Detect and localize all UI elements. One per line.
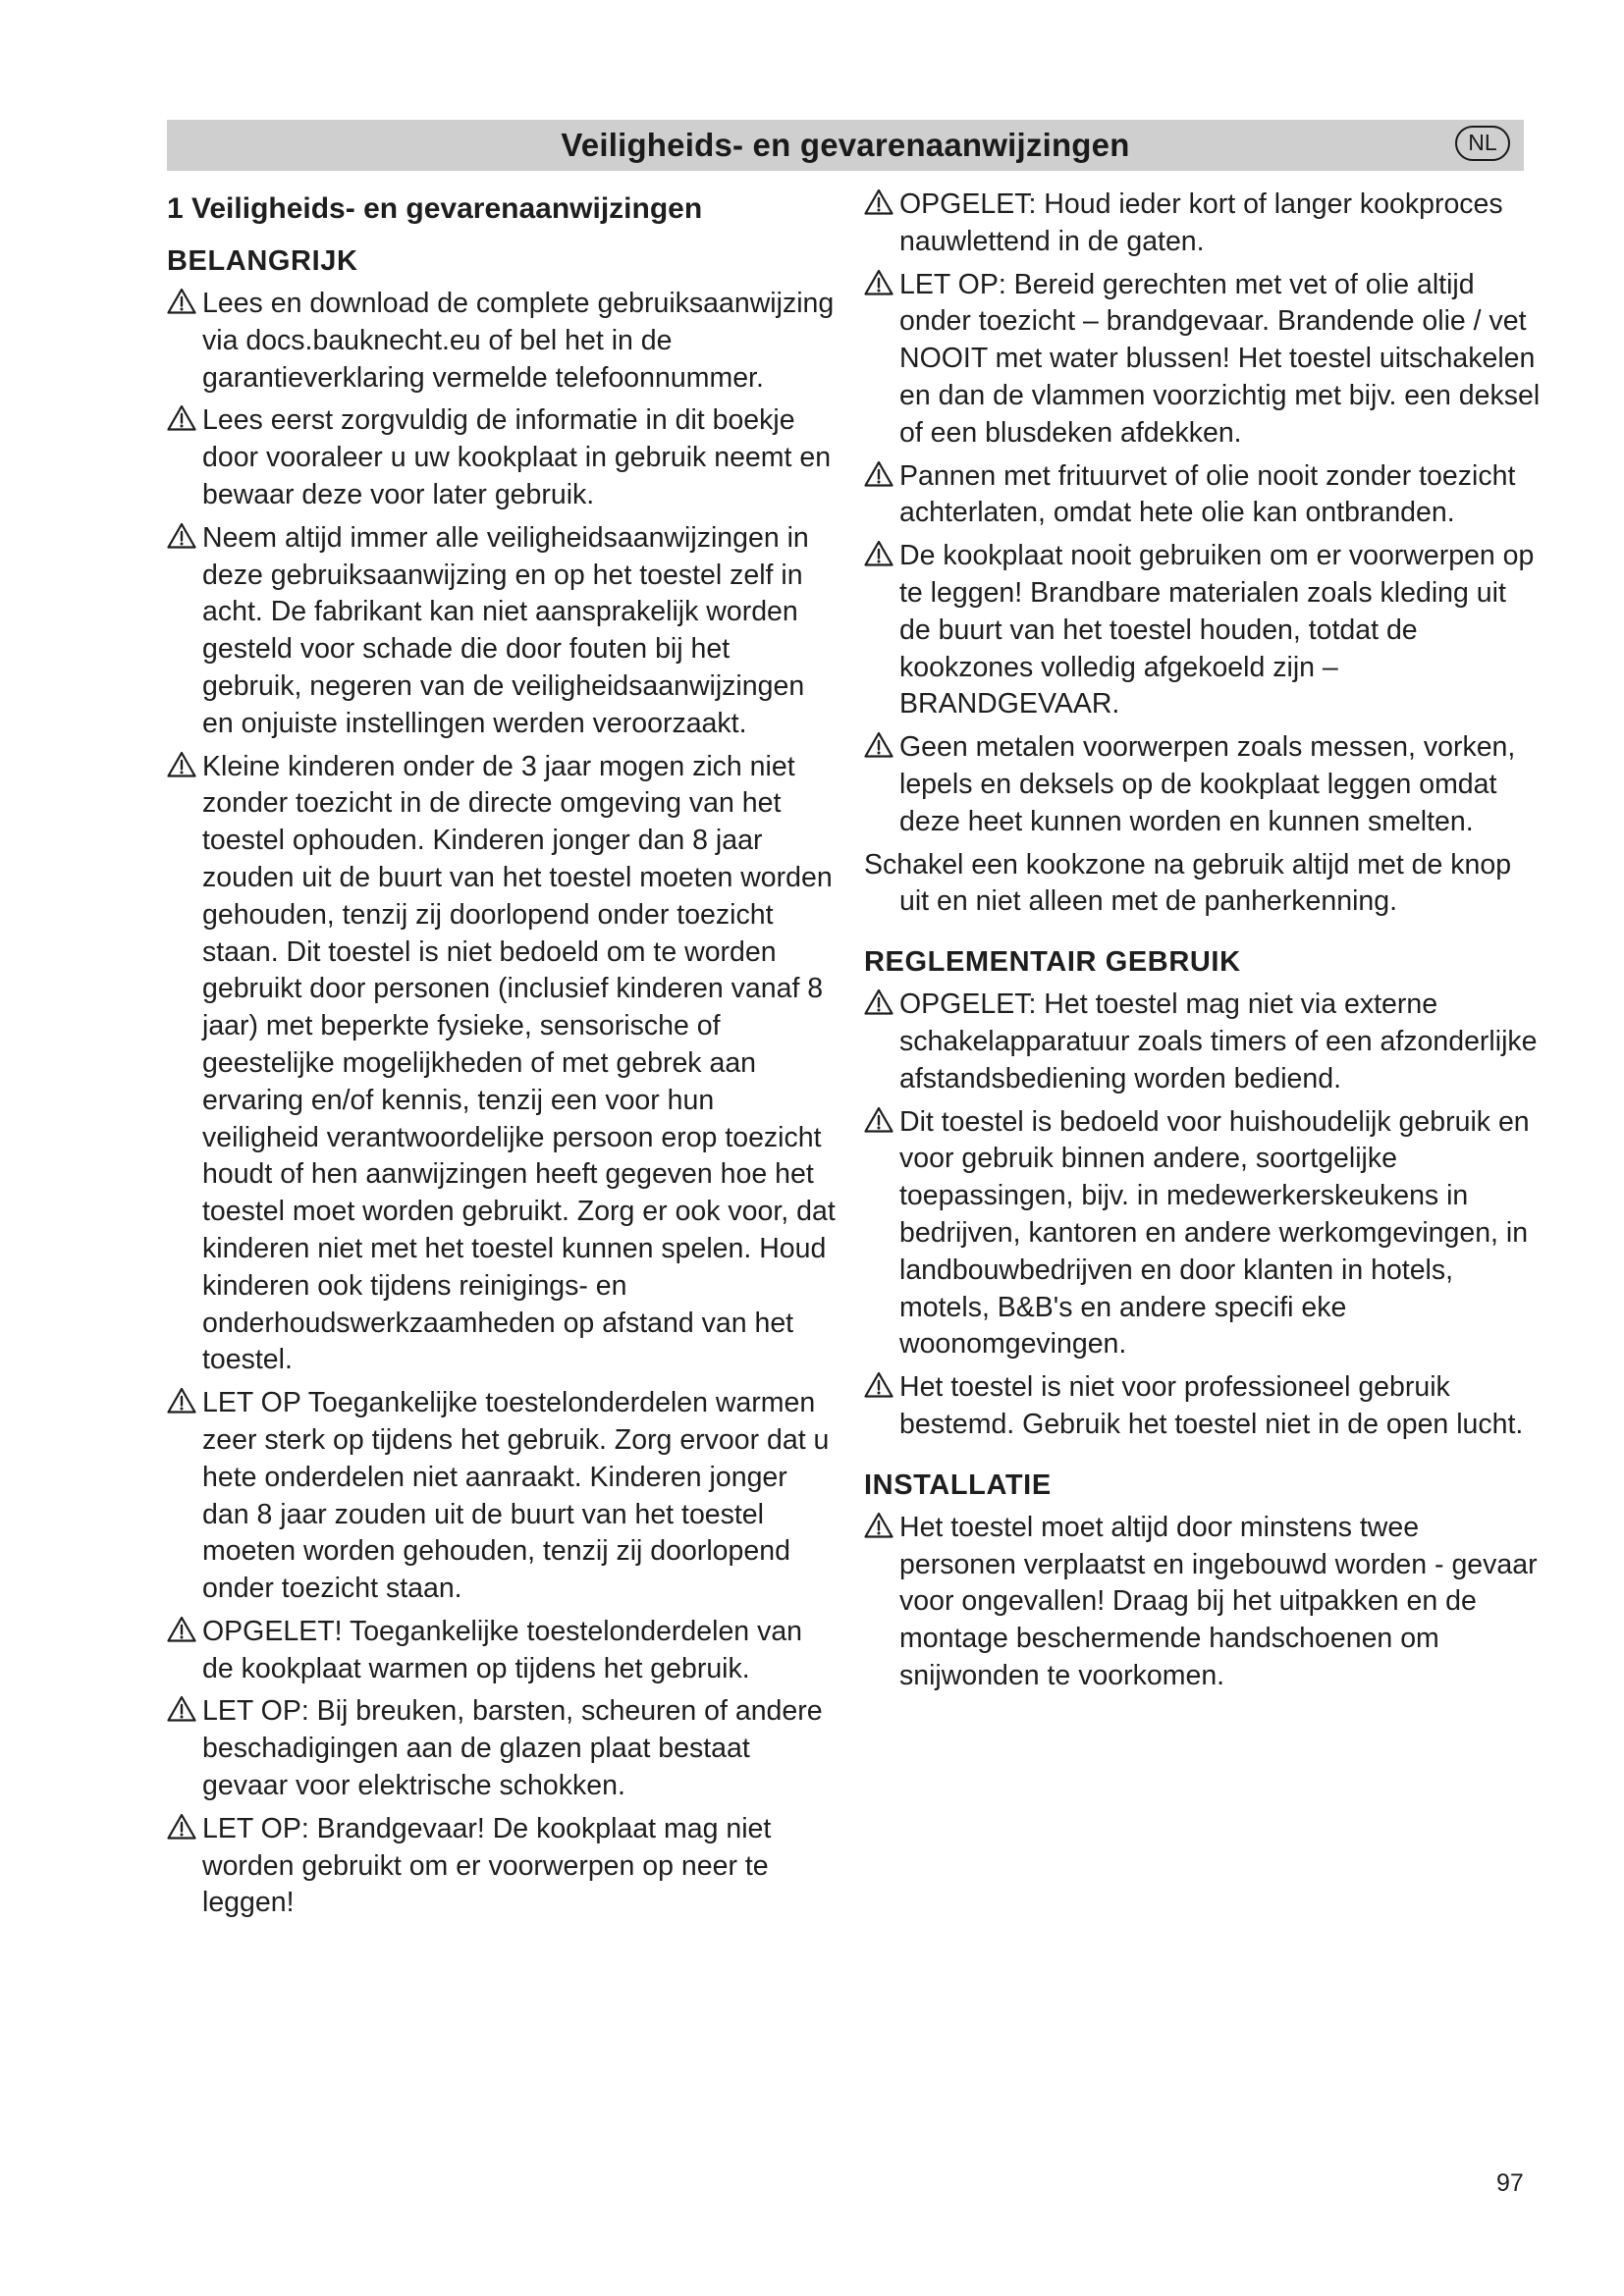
warning-triangle-icon [167,1813,196,1840]
warning-paragraph [864,729,1542,840]
warning-paragraph [864,1104,1542,1364]
warning-triangle-icon [167,404,196,431]
warning-paragraph [167,749,837,1380]
warning-paragraph [864,187,1542,261]
warning-paragraph [864,267,1542,453]
warning-paragraph [167,520,837,743]
right-column [864,187,1542,1701]
page-number: 97 [1496,2169,1524,2197]
warning-text: Lees eerst zorgvuldig de informatie in dit boekje door vooraleer u uw kookplaat in gebruik neemt en bewaar deze voor later gebruik. [202,404,832,510]
warning-triangle-icon [864,188,893,215]
safety-warnings-list [167,286,837,1922]
warning-paragraph [864,458,1542,533]
warning-text: LET OP Toegankelijke toestelonderdelen warmen zeer sterk op tijdens het gebruik. Zorg ervoor dat u hete onderdelen niet aanraakt. Kinderen jonger dan 8 jaar zouden uit de buurt van het toestel moeten worden gehouden, tenzij zij doorlopend onder toezicht staan. [202,1387,830,1605]
warning-paragraph [167,1614,837,1688]
cooking-warnings-list [864,187,1542,841]
heading-belangrijk: BELANGRIJK [167,245,358,277]
page-header-bar [167,120,1524,171]
warning-paragraph [864,1369,1542,1444]
warning-text: OPGELET: Houd ieder kort of langer kookproces nauwlettend in de gaten. [899,188,1503,257]
plain-paragraph: Schakel een kookzone na gebruik altijd met de knop uit en niet alleen met de panherkenning. [864,848,1512,918]
installation-warnings-list [864,1510,1542,1695]
warning-text: OPGELET: Het toestel mag niet via externe schakelapparatuur zoals timers of een afzonderlijke afstandsbediening worden bediend. [899,988,1538,1095]
warning-paragraph [167,402,837,513]
left-column [167,187,837,1928]
warning-triangle-icon [167,1387,196,1414]
warning-text: Lees en download de complete gebruiksaanwijzing via docs.bauknecht.eu of bel het in de garantieverklaring vermelde telefoonnummer. [202,288,835,394]
warning-text: Het toestel is niet voor professioneel gebruik bestemd. Gebruik het toestel niet in de open lucht. [899,1371,1524,1440]
warning-paragraph [167,1385,837,1608]
warning-text: OPGELET! Toegankelijke toestelonderdelen van de kookplaat warmen op tijdens het gebruik. [202,1615,803,1684]
warning-triangle-icon [864,1512,893,1538]
warning-text: Geen metalen voorwerpen zoals messen, vorken, lepels en deksels op de kookplaat leggen omdat deze heet kunnen worden en kunnen smelten. [899,731,1516,837]
warning-triangle-icon [864,460,893,487]
warning-paragraph [864,987,1542,1097]
heading-reglementair-gebruik: REGLEMENTAIR GEBRUIK [864,946,1241,979]
warning-text: Het toestel moet altijd door minstens twee personen verplaatst en ingebouwd worden - gevaar voor ongevallen! Draag bij het uitpakken en de montage beschermende handschoenen om snijwonden te voorkomen. [899,1511,1538,1691]
warning-paragraph [167,1693,837,1804]
section-title: 1 Veiligheids- en gevarenaanwijzingen [167,192,703,225]
warning-text: Pannen met frituurvet of olie nooit zonder toezicht achterlaten, omdat hete olie kan ontbranden. [899,459,1516,529]
warning-text: Dit toestel is bedoeld voor huishoudelijk gebruik en voor gebruik binnen andere, soortgelijke toepassingen, bijv. in medewerkerskeukens in bedrijven, kantoren en andere werkomgevingen, in landbouwbedrijven en door klanten in hotels, motels, B&B's en andere specifi eke woonomgevingen. [899,1105,1530,1361]
warning-triangle-icon [864,988,893,1015]
language-badge: NL [1455,126,1510,161]
warning-paragraph [864,1510,1542,1695]
warning-text: De kookplaat nooit gebruiken om er voorwerpen op te leggen! Brandbare materialen zoals kleding uit de buurt van het toestel houden, totdat de kookzones volledig afgekoeld zijn – BRANDGEVAAR. [899,540,1535,721]
warning-triangle-icon [167,1695,196,1722]
warning-triangle-icon [167,1616,196,1642]
warning-triangle-icon [864,1106,893,1133]
warning-triangle-icon [167,288,196,314]
warning-triangle-icon [167,522,196,549]
warning-text: Kleine kinderen onder de 3 jaar mogen zich niet zonder toezicht in de directe omgeving van het toestel ophouden. Kinderen jonger dan 8 jaar zouden uit de buurt van het toestel moeten worden gehouden, tenzij zij doorlopend onder toezicht staan. Dit toestel is niet bedoeld om te worden gebruikt door personen (inclusief kinderen vanaf 8 jaar) met beperkte fysieke, sensorische of geestelijke mogelijkheden of met gebrek aan ervaring en/of kennis, tenzij een voor hun veiligheid verantwoordelijke persoon erop toezicht houdt of hen aanwijzingen heeft gegeven hoe het toestel moet worden gebruikt. Zorg er ook voor, dat kinderen niet met het toestel kunnen spelen. Houd kinderen ook tijdens reinigings- en onderhoudswerkzaamheden op afstand van het toestel. [202,750,836,1376]
warning-triangle-icon [864,731,893,758]
warning-triangle-icon [864,269,893,295]
warning-triangle-icon [864,540,893,566]
warning-text: LET OP: Brandgevaar! De kookplaat mag niet worden gebruikt om er voorwerpen op neer te leggen! [202,1812,772,1919]
warning-triangle-icon [864,1371,893,1398]
heading-installatie: INSTALLATIE [864,1468,1052,1501]
usage-warnings-list [864,987,1542,1444]
warning-text: LET OP: Bereid gerechten met vet of olie altijd onder toezicht – brandgevaar. Brandende olie / vet NOOIT met water blussen! Het toestel uitschakelen en dan de vlammen voorzichtig met bijv. een deksel of een blusdeken afdekken. [899,268,1541,449]
warning-paragraph [167,286,837,397]
warning-text: LET OP: Bij breuken, barsten, scheuren of andere beschadigingen aan de glazen plaat bestaat gevaar voor elektrische schokken. [202,1695,823,1802]
warning-paragraph [864,538,1542,723]
page-header-title: Veiligheids- en gevarenaanwijzingen [561,127,1130,163]
warning-triangle-icon [167,751,196,777]
warning-text: Neem altijd immer alle veiligheidsaanwijzingen in deze gebruiksaanwijzing en op het toestel zelf in acht. De fabrikant kan niet aansprakelijk worden gesteld voor schade die door fouten bij het gebruik, negeren van de veiligheidsaanwijzingen en onjuiste instellingen werden veroorzaakt. [202,521,809,739]
warning-paragraph [167,1811,837,1922]
